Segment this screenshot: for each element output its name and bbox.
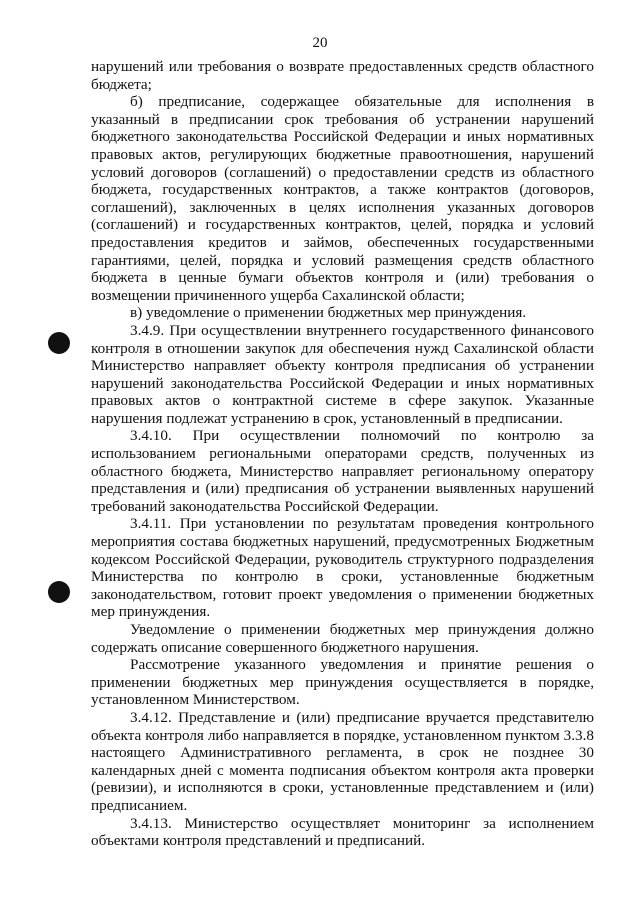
paragraph-3-4-13: 3.4.13. Министерство осуществляет мониторинг за исполнением объектами контроля представлений и предписаний. [91,814,594,850]
paragraph-budget-refund-continuation: нарушений или требования о возврате предоставленных средств областного бюджета; [91,58,594,93]
paragraph-3-4-9: 3.4.9. При осуществлении внутреннего государственного финансового контроля в отношении закупок для обеспечения нужд Сахалинской области Министерство направляет объекту контроля предписания об устранении нарушений законодательства Российской Федерации и иных нормативных правовых актов о контрактной системе в сфере закупок. Указанные нарушения подлежат устранению в срок, установленный в предписании. [91,321,594,427]
paragraph-notification-content: Уведомление о применении бюджетных мер принуждения должно содержать описание совершенного бюджетного нарушения. [91,621,594,656]
punch-hole-bottom [48,581,70,603]
paragraph-3-4-10: 3.4.10. При осуществлении полномочий по контролю за использованием региональными операторами средств, полученных из областного бюджета, Министерство направляет региональному оператору представления и (или) предписания об устранении выявленных нарушений требований законодательства Российской Федерации. [91,427,594,515]
paragraph-notification-review: Рассмотрение указанного уведомления и принятие решения о применении бюджетных мер принуждения осуществляется в порядке, установленном Министерством. [91,656,594,709]
paragraph-item-v-notification: в) уведомление о применении бюджетных мер принуждения. [130,304,527,322]
paragraph-3-4-12: 3.4.12. Представление и (или) предписание вручается представителю объекта контроля либо направляется в порядке, установленном пунктом 3.3.8 настоящего Административного регламента, в срок не позднее 30 календарных дней с момента подписания объектом контроля акта проверки (ревизии), и исполняются в сроки, установленные представлением и (или) предписанием. [91,708,594,814]
paragraph-3-4-11: 3.4.11. При установлении по результатам проведения контрольного мероприятия состава бюджетных нарушений, предусмотренных Бюджетным кодексом Российской Федерации, руководитель структурного подразделения Министерства по контролю в сроки, установленные бюджетным законодательством, готовит проект уведомления о применении бюджетных мер принуждения. [91,515,594,621]
punch-hole-top [48,332,70,354]
document-body [91,58,594,850]
page-number: 20 [312,35,328,51]
paragraph-item-b-prescription: б) предписание, содержащее обязательные для исполнения в указанный в предписании срок требования об устранении нарушений бюджетного законодательства Российской Федерации и иных нормативных правовых актов, регулирующих бюджетные правоотношения, нарушений условий договоров (соглашений) о предоставлении средств из областного бюджета, государственных контрактов, а также контрактов (договоров, соглашений), заключенных в целях исполнения указанных договоров (соглашений) и государственных контрактов, целей, порядка и условий предоставления кредитов и займов, обеспеченных государственными гарантиями, целей, порядка и условий размещения средств областного бюджета в ценные бумаги объектов контроля и (или) требования о возмещении причиненного ущерба Сахалинской области; [91,93,594,304]
